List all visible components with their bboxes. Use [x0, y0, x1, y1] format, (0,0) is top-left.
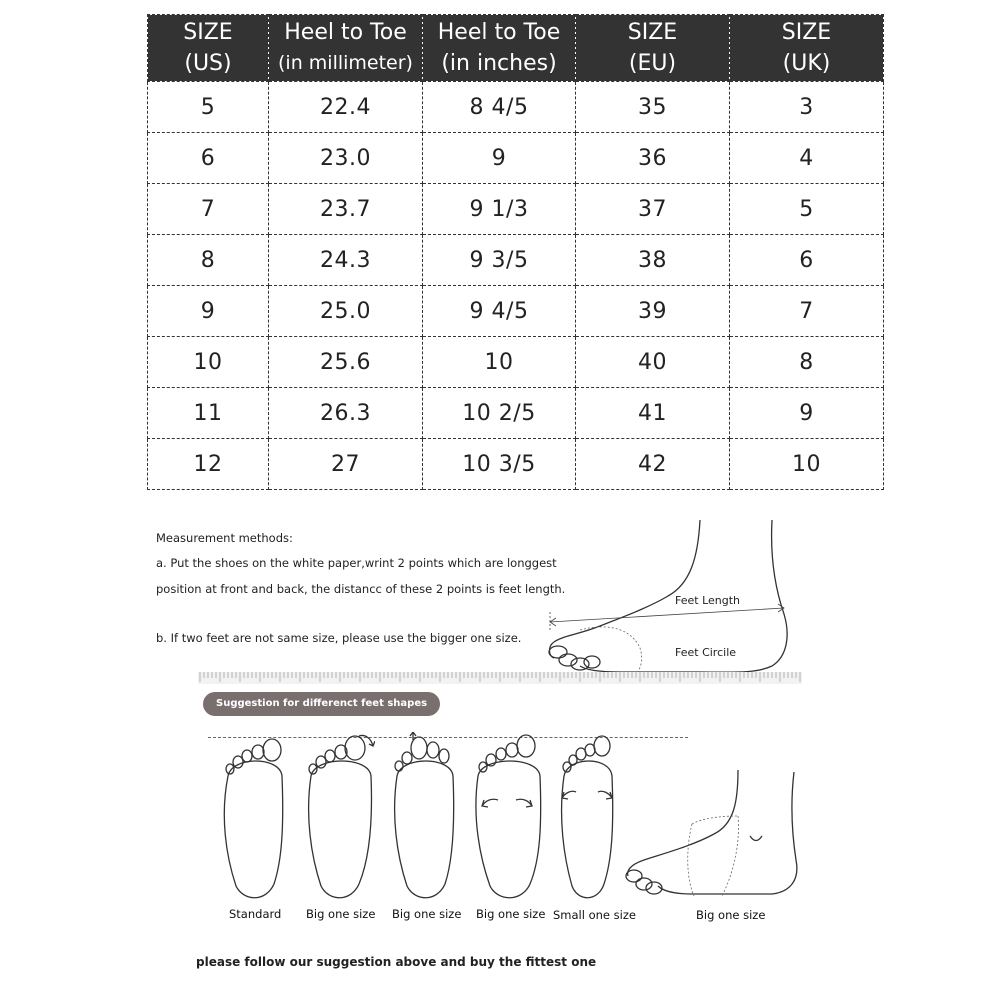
- shape-label-big-one-size-3: Big one size: [476, 907, 546, 921]
- measurement-title: Measurement methods:: [156, 531, 293, 545]
- footer-note: please follow our suggestion above and buy the fittest one: [196, 955, 597, 969]
- cell-size-eu: 42: [576, 439, 730, 490]
- cell-size-uk: 9: [730, 388, 884, 439]
- table-row: [148, 82, 884, 133]
- ruler-graphic: [198, 672, 802, 684]
- cell-heel-toe-mm: 22.4: [269, 82, 423, 133]
- table-row: [148, 337, 884, 388]
- cell-size-eu: 40: [576, 337, 730, 388]
- header-size-uk: SIZE (UK): [730, 15, 884, 82]
- foot-big-one-size-illustration-1: [303, 732, 375, 904]
- measurement-step-a-line1: a. Put the shoes on the white paper,wrint 2 points which are longgest: [156, 556, 557, 570]
- cell-heel-toe-mm: 25.6: [269, 337, 423, 388]
- foot-big-one-size-illustration-3: [472, 734, 544, 904]
- suggestion-banner: Suggestion for differenct feet shapes: [203, 692, 440, 716]
- measurement-step-a-line2: position at front and back, the distancc of these 2 points is feet length.: [156, 582, 566, 596]
- header-heel-toe-mm: Heel to Toe (in millimeter): [269, 15, 423, 82]
- cell-size-us: 12: [148, 439, 269, 490]
- shape-label-big-one-size-4: Big one size: [696, 908, 766, 922]
- cell-heel-toe-in: 9 3/5: [423, 235, 576, 286]
- size-table-header-row: [148, 15, 884, 82]
- cell-size-eu: 37: [576, 184, 730, 235]
- cell-heel-toe-mm: 27: [269, 439, 423, 490]
- foot-standard-illustration: [218, 736, 288, 904]
- cell-size-uk: 4: [730, 133, 884, 184]
- table-row: [148, 286, 884, 337]
- cell-heel-toe-mm: 26.3: [269, 388, 423, 439]
- cell-size-eu: 35: [576, 82, 730, 133]
- cell-size-uk: 8: [730, 337, 884, 388]
- cell-size-uk: 6: [730, 235, 884, 286]
- cell-size-eu: 39: [576, 286, 730, 337]
- table-row: [148, 388, 884, 439]
- cell-size-eu: 41: [576, 388, 730, 439]
- cell-size-us: 6: [148, 133, 269, 184]
- cell-heel-toe-in: 9 1/3: [423, 184, 576, 235]
- cell-size-us: 8: [148, 235, 269, 286]
- cell-size-us: 5: [148, 82, 269, 133]
- size-chart-table: [147, 14, 884, 490]
- foot-small-one-size-illustration: [556, 734, 620, 904]
- header-heel-toe-in: Heel to Toe (in inches): [423, 15, 576, 82]
- cell-size-us: 10: [148, 337, 269, 388]
- shape-label-standard: Standard: [229, 907, 282, 921]
- table-row: [148, 184, 884, 235]
- cell-heel-toe-in: 10 3/5: [423, 439, 576, 490]
- table-row: [148, 235, 884, 286]
- foot-side-instep-illustration: [622, 768, 800, 900]
- feet-circle-label: Feet Circile: [675, 646, 737, 659]
- feet-length-label: Feet Length: [675, 594, 741, 607]
- table-row: [148, 133, 884, 184]
- cell-heel-toe-mm: 23.0: [269, 133, 423, 184]
- cell-heel-toe-in: 10: [423, 337, 576, 388]
- cell-heel-toe-in: 8 4/5: [423, 82, 576, 133]
- foot-big-one-size-illustration-2: [389, 732, 459, 904]
- cell-size-uk: 5: [730, 184, 884, 235]
- cell-heel-toe-in: 10 2/5: [423, 388, 576, 439]
- header-size-us: SIZE (US): [148, 15, 269, 82]
- cell-size-us: 11: [148, 388, 269, 439]
- shape-label-big-one-size-1: Big one size: [306, 907, 376, 921]
- cell-heel-toe-in: 9: [423, 133, 576, 184]
- cell-size-uk: 3: [730, 82, 884, 133]
- cell-heel-toe-in: 9 4/5: [423, 286, 576, 337]
- cell-size-eu: 38: [576, 235, 730, 286]
- cell-heel-toe-mm: 24.3: [269, 235, 423, 286]
- header-size-eu: SIZE (EU): [576, 15, 730, 82]
- shape-label-big-one-size-2: Big one size: [392, 907, 462, 921]
- cell-size-us: 7: [148, 184, 269, 235]
- cell-size-uk: 10: [730, 439, 884, 490]
- measurement-step-b: b. If two feet are not same size, please use the bigger one size.: [156, 631, 522, 645]
- table-row: [148, 439, 884, 490]
- cell-size-eu: 36: [576, 133, 730, 184]
- cell-heel-toe-mm: 23.7: [269, 184, 423, 235]
- shape-label-small-one-size: Small one size: [553, 908, 636, 922]
- cell-size-uk: 7: [730, 286, 884, 337]
- cell-heel-toe-mm: 25.0: [269, 286, 423, 337]
- cell-size-us: 9: [148, 286, 269, 337]
